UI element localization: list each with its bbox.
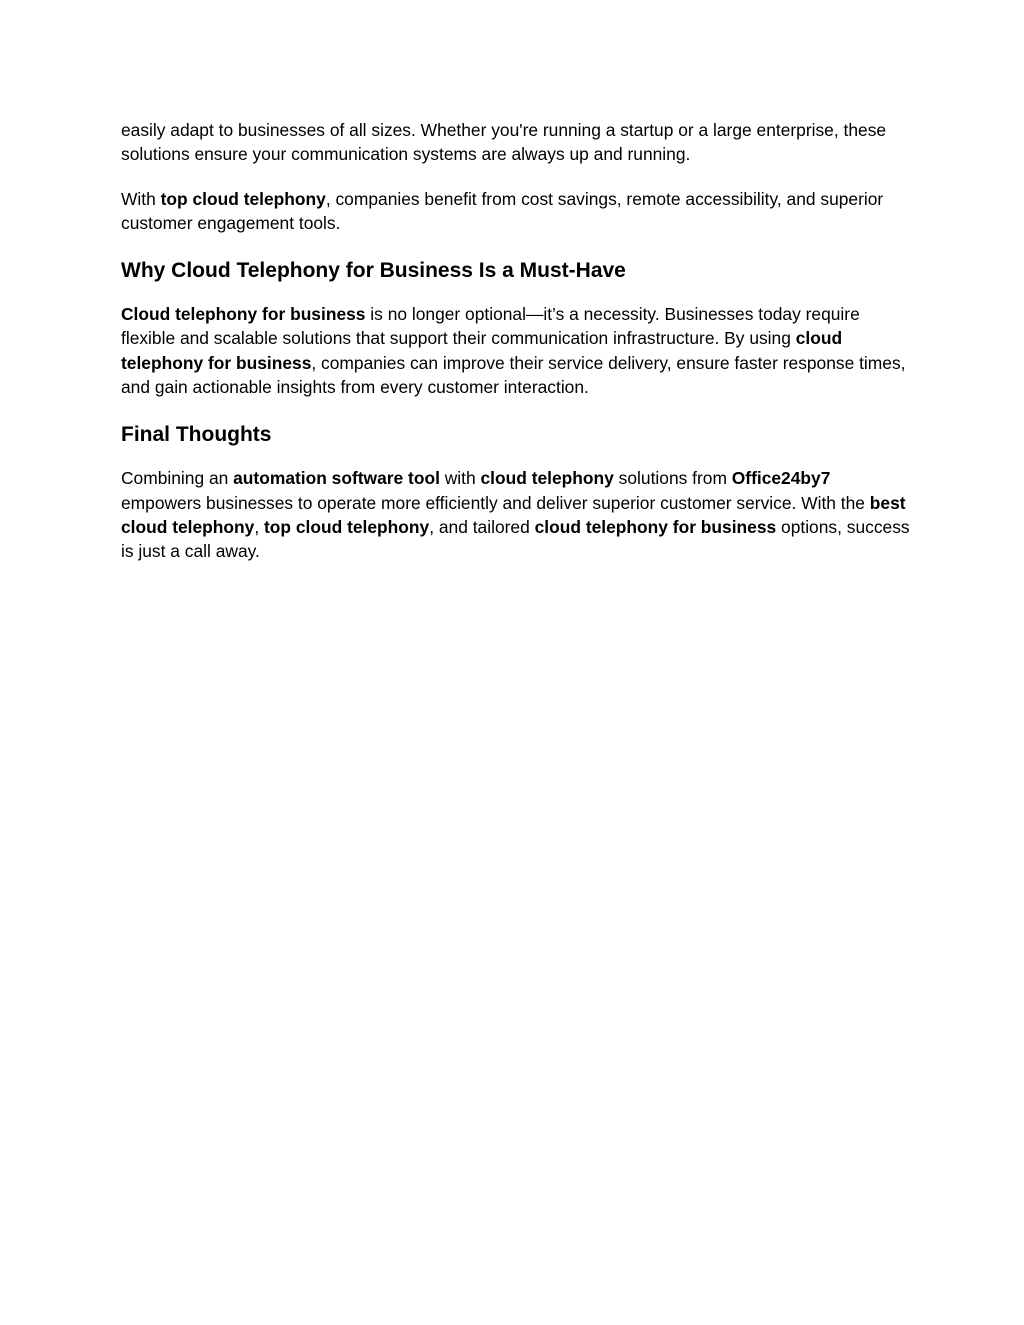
text-run: , companies benefit from cost savings, remote accessibility, and superior customer engagement tools.	[121, 188, 884, 233]
bold-text: automation software tool	[233, 468, 440, 489]
text-run: With	[121, 188, 161, 209]
bold-text: Office24by7	[731, 468, 831, 489]
section-heading-final-thoughts: Final Thoughts	[121, 423, 272, 447]
bold-text: top cloud telephony	[160, 188, 326, 209]
bold-text: best cloud telephony	[121, 492, 906, 537]
bold-text: cloud telephony	[480, 468, 614, 489]
bold-text: cloud telephony for business	[534, 516, 777, 537]
text-run: solutions from	[613, 468, 732, 489]
text-run: with	[439, 468, 481, 489]
document-page	[121, 118, 911, 564]
text-run: options, success is just a call away.	[121, 516, 910, 562]
bold-text: cloud telephony for business	[121, 328, 843, 373]
bold-text: top cloud telephony	[264, 516, 430, 537]
cost-savings-paragraph	[121, 187, 911, 236]
text-run: Combining an	[121, 468, 234, 489]
text-run: , companies can improve their service delivery, ensure faster response times, and gain actionable insights from every customer interaction.	[121, 352, 906, 398]
text-run: ,	[254, 516, 265, 537]
text-run: empowers businesses to operate more efficiently and deliver superior customer service. With the	[121, 492, 870, 513]
bold-text: Cloud telephony for business	[121, 304, 366, 325]
section-heading-why-cloud-telephony: Why Cloud Telephony for Business Is a Must-Have	[121, 259, 626, 283]
why-cloud-telephony-paragraph	[121, 302, 911, 399]
intro-paragraph: easily adapt to businesses of all sizes. Whether you're running a startup or a large enterprise, these solutions ensure your communication systems are always up and running.	[121, 120, 887, 165]
text-run: is no longer optional—it’s a necessity. Businesses today require flexible and scalable solutions that support their communication infrastructure. By using	[121, 304, 860, 349]
final-thoughts-paragraph	[121, 466, 911, 563]
text-run: , and tailored	[429, 516, 535, 537]
